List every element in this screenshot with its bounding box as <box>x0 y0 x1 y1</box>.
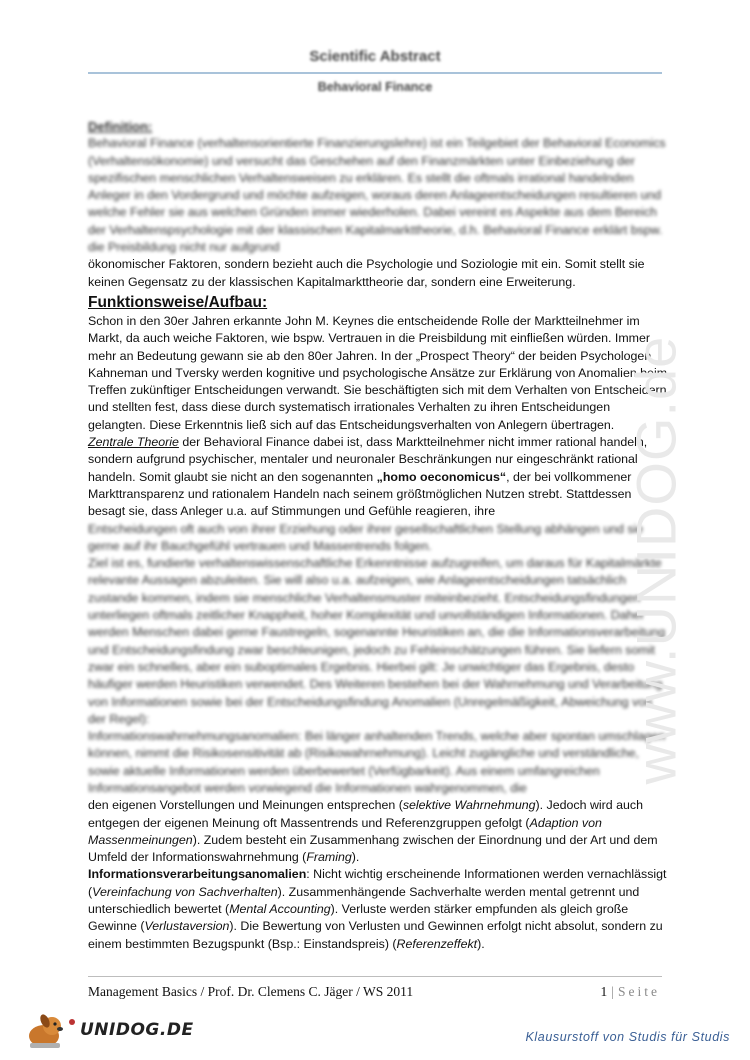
zentrale-text-1: der Behavioral Finance dabei ist, dass Marktteilnehmer nicht immer rational handeln, sondern aufgrund psychischer, mentaler und neuronaler Beschränkungen nur eingeschränkt rational handeln. Somit glaubt sie nicht an den sogenannten <box>88 435 648 484</box>
tagline: Klausurstoff von Studis für Studis <box>525 1030 730 1044</box>
paragraph-keynes: Schon in den 30er Jahren erkannte John M. Keynes die entscheidende Rolle der Marktteilnehmer im Markt, da auch weiche Faktoren, wie bspw. Vertrauen in die Preisbildung mit einfließen würden. Immer mehr an Bedeutung gewann sie ab den 80er Jahren. In der „Prospect Theory“ der beiden Psychologen Kahneman und Tversky werden kognitive und psychologische Ansätze zur Erklärung von Anomalien beim Treffen zukünftiger Entscheidungen verwandt. Sie beschäftigten sich mit dem Verhalten von Entscheidern und stellten fest, dass diese durch systematisch irrationales Verhalten zu ihren Entscheidungen gelangten. Diese Erkenntnis ließ sich auf das Entscheidungsverhalten von Anlegern übertragen. <box>88 313 668 432</box>
definition-heading: Definition: <box>88 119 153 134</box>
zentrale-theorie-label: Zentrale Theorie <box>88 435 179 450</box>
funktionsweise-heading: Funktionsweise/Aufbau: <box>88 293 268 311</box>
footer-course: Management Basics / Prof. Dr. Clemens C. Jäger / WS 2011 <box>88 984 414 999</box>
blurred-middle-section <box>88 521 670 798</box>
wahr-text-1: den eigenen Vorstellungen und Meinungen entsprechen ( <box>88 798 403 813</box>
blurred-paragraph-1: Entscheidungen oft auch von ihrer Erziehung oder ihrer gesellschaftlichen Stellung abhängen und sie gerne auf ihr Bauchgefühl vertrauen und Massentrends folgen. <box>88 521 644 553</box>
adaption-massenmeinungen: Adaption von Massenmeinungen <box>88 815 602 847</box>
definition-line-1: ökonomischer Faktoren, sondern bezieht auch die Psychologie und Soziologie mit ein. Somit stellt sie <box>88 257 645 272</box>
vereinfachung: Vereinfachung von Sachverhalten <box>92 884 278 899</box>
blurred-paragraph-3: Informationswahrnehmungsanomalien: Bei länger anhaltenden Trends, welche aber spontan umschlagen können, nimmt die Risikosensitivität ab (Risikowahrnehmung). Leicht zugängliche und verständliche, sowie aktuelle Informationen werden überbewertet (Verfügbarkeit). Aus einem umfangreichen Informationsangebot werden vorwiegend die Informationen wahrgenommen, die <box>88 729 666 795</box>
verlustaversion: Verlustaversion <box>144 919 230 934</box>
paragraph-wahrnehmung <box>88 797 670 866</box>
iva-text-2: ). Zusammenhängende Sachverhalte werden mental getrennt und unterschiedlich bewertet ( <box>88 884 640 917</box>
definition-blurred <box>88 118 670 256</box>
wahr-text-2: ). Jedoch wird auch entgegen der eigenen Meinung oft Massentrends und Referenzgruppen gefolgt ( <box>88 798 643 830</box>
framing: Framing <box>306 850 352 865</box>
mental-accounting: Mental Accounting <box>229 902 331 917</box>
wahr-text-4: ). <box>351 850 360 865</box>
page-number: 1 <box>600 984 608 999</box>
document-subtitle: Behavioral Finance <box>317 80 433 94</box>
iva-text-3: ). Verluste werden stärker empfunden als gleich große Gewinne ( <box>88 902 629 934</box>
watermark-text: www.UNIDOG.de <box>624 335 688 785</box>
zentrale-text-2: , der bei vollkommener Markttransparenz und rationalem Handeln nach seinem größtmöglichen Nutzen strebt. Stattdessen besagt sie, dass Anleger u.a. auf Stimmungen und Gefühle reagieren, ihre <box>88 469 632 519</box>
document-title: Scientific Abstract <box>309 48 441 65</box>
referenzeffekt: Referenzeffekt <box>396 936 478 951</box>
definition-text: Behavioral Finance (verhaltensorientierte Finanzierungslehre) ist ein Teilgebiet der Behavioral Economics (Verhaltensökonomie) und versucht das Geschehen auf den Finanzmärkten unter Einbeziehung der spezifischen menschlichen Verhaltensweisen zu erklären. Es stellt die oftmals irrational handelnden Anleger in den Vordergrund und möchte aufzeigen, woraus deren Anlageentscheidungen resultieren und welche Fehler sie aus welchen Gründen immer wiederholen. Dabei vereint es Aspekte aus dem Bereich der Verhaltenspsychologie mit der klassischen Kapitalmarkttheorie, d.h. Behavioral Finance erklärt bspw. die Preisbildung nicht nur aufgrund <box>88 136 666 255</box>
title-divider <box>88 72 662 74</box>
definition-section <box>88 118 670 953</box>
selektive-wahrnehmung: selektive Wahrnehmung <box>402 798 536 813</box>
footer-page <box>601 984 660 1000</box>
unidog-logo <box>22 1012 194 1050</box>
wahr-text-3: ). Zudem besteht ein Zusammenhang zwischen der Einordnung und der Art und dem Umfeld der Informationswahrnehmung ( <box>88 832 658 865</box>
page-word: Seite <box>618 984 660 999</box>
iva-label: Informationsverarbeitungsanomalien <box>88 867 307 882</box>
dog-mascot-icon <box>22 1012 78 1050</box>
definition-line-2: keinen Gegensatz zu der klassischen Kapitalmarkttheorie dar, sondern eine Erweiterung. <box>88 274 576 289</box>
homo-oeconomicus: „homo oeconomicus“ <box>376 469 507 484</box>
paragraph-verarbeitung <box>88 866 670 952</box>
iva-text-4: ). Die Bewertung von Verlusten und Gewinnen erfolgt nicht absolut, sondern zu einem bestimmten Bezugspunkt (Bsp.: Einstandspreis) ( <box>88 919 663 951</box>
blurred-paragraph-2: Ziel ist es, fundierte verhaltenswissenschaftliche Erkenntnisse aufzugreifen, um daraus für Kapitalmärkte relevante Aussagen abzuleiten. Sie will also u.a. aufzeigen, wie Anlageentscheidungen tatsächlich zustande kommen, indem sie menschliche Verhaltensmuster miteinbezieht. Entscheidungsfindungen unterliegen oftmals zeitlicher Knappheit, hoher Komplexität und unvollständigen Informationen. Daher werden Menschen dabei gerne Faustregeln, sogenannte Heuristiken an, die die Informationsverarbeitung und Entscheidungsfindung zwar beschleunigen, jedoch zu Fehleinschätzungen führen. Sie liefern somit zwar ein schnelles, aber ein suboptimales Ergebnis. Hierbei gilt: Je unwichtiger das Ergebnis, desto häufiger werden Heuristiken verwendet. Des Weiteren bestehen bei der Wahrnehmung und Verarbeitung von Informationen sowie bei der Entscheidungsfindung Anomalien (Unregelmäßigkeit, Abweichung von der Regel): <box>88 556 666 726</box>
paragraph-zentrale-theorie <box>88 434 670 520</box>
page-separator: | <box>611 984 614 999</box>
logo-text: UNIDOG.DE <box>80 1020 194 1040</box>
iva-text-5: ). <box>477 936 485 951</box>
iva-text-1: : Nicht wichtig erscheinende Informationen werden vernachlässigt ( <box>88 867 667 899</box>
footer-divider <box>88 976 662 977</box>
